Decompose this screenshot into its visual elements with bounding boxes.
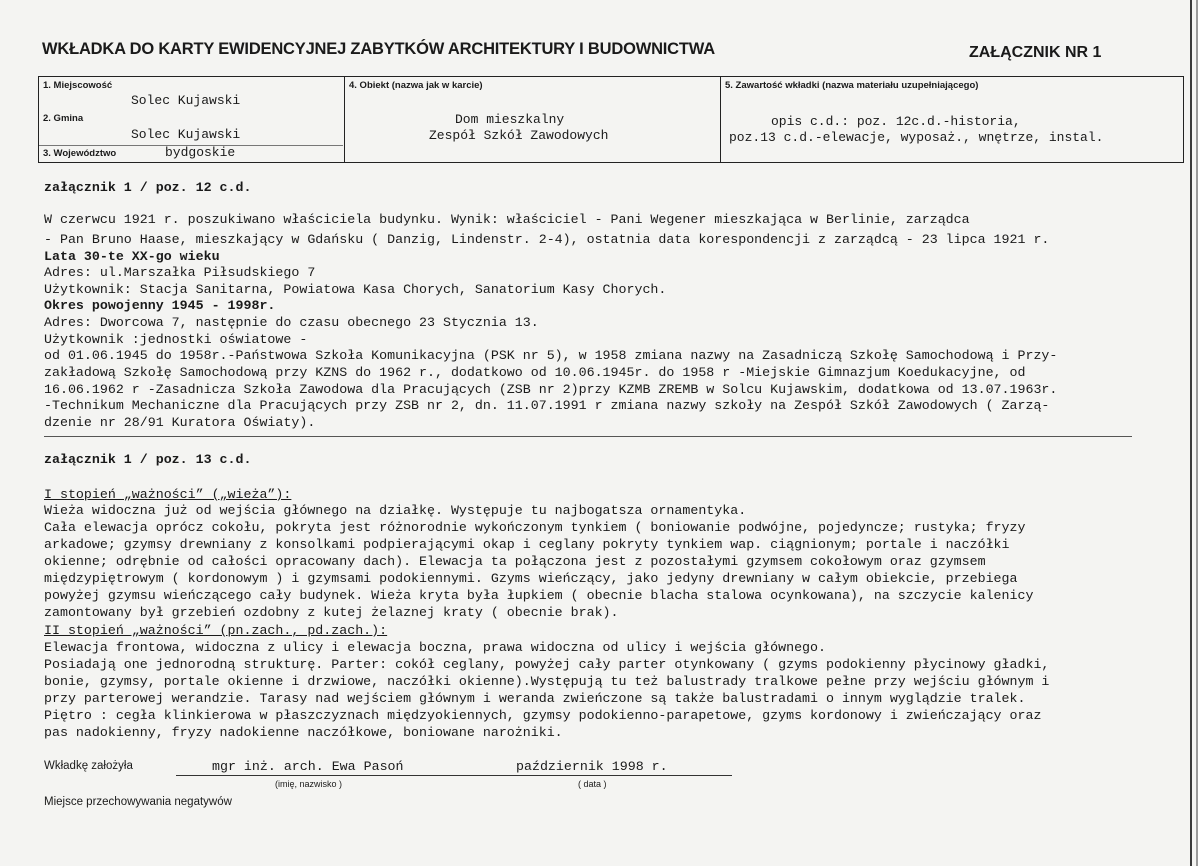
elevation-line: okienne; odrębnie od całości opracowany dach). Elewacja ta połączona jest z pozostałymi gzymsem cokołowym oraz gzymsem (44, 554, 986, 569)
field-locality-value: Solec Kujawski (131, 93, 241, 108)
field-contents-value-1: opis c.d.: poz. 12c.d.-historia, (771, 114, 1021, 129)
history-line: od 01.06.1945 do 1958r.-Państwowa Szkoła Komunikacyjna (PSK nr 5), w 1958 zmiana nazwy na Zasadniczą Szkołę Samochodową i Przy- (44, 348, 1058, 363)
annex-number: ZAŁĄCZNIK NR 1 (969, 44, 1102, 61)
scan-edge (1190, 0, 1192, 866)
elevation-line: pas nadokienny, fryzy nadokienne naczółkowe, boniowane narożniki. (44, 725, 563, 740)
history-line: Adres: Dworcowa 7, następnie do czasu obecnego 23 Stycznia 13. (44, 315, 539, 330)
field-contents-label: 5. Zawartość wkładki (nazwa materiału uzupełniającego) (725, 80, 979, 91)
field-commune-value: Solec Kujawski (131, 127, 241, 142)
elevation-line: bonie, gzymsy, portale okienne i drzwiowe, naczółki okienne).Występują tu też balustrady tralkowe pełne przy wejściu głównym i (44, 674, 1050, 689)
signature-line (176, 775, 732, 776)
field-commune-label: 2. Gmina (43, 113, 84, 124)
elevation-line: przy parterowej werandzie. Tarasy nad wejściem głównym i weranda zwieńczone są także balustradami o innym wyglądzie tralek. (44, 691, 1026, 706)
elevation-line: zamontowany był grzebień ozdobny z kutej żelaznej kraty ( obecnie brak). (44, 605, 619, 620)
history-line: - Pan Bruno Haase, mieszkający w Gdańsku ( Danzig, Lindenstr. 2-4), ostatnia data korespondencji z zarządcą - 23 lipca 1921 r. (44, 232, 1050, 247)
date-caption: ( data ) (578, 779, 607, 789)
contents-column (720, 77, 1184, 162)
elevation-line: arkadowe; gzymsy drewniany z konsolkami podpierającymi okap i ceglany pokryty tynkiem wap. ciągnionym; portale i naczółki (44, 537, 1010, 552)
field-object-label: 4. Obiekt (nazwa jak w karcie) (349, 80, 483, 91)
location-column (39, 77, 343, 162)
section-divider (44, 436, 1132, 437)
field-object-value-2: Zespół Szkół Zawodowych (429, 128, 609, 143)
elevation-line: Wieża widoczna już od wejścia głównego na działkę. Występuje tu najbogatsza ornamentyka. (44, 503, 747, 518)
page-title: WKŁADKA DO KARTY EWIDENCYJNEJ ZABYTKÓW ARCHITEKTURY I BUDOWNICTWA (42, 40, 715, 58)
section-heading-history: załącznik 1 / poz. 12 c.d. (44, 180, 252, 195)
field-locality-label: 1. Miejscowość (43, 80, 113, 91)
history-line: Użytkownik :jednostki oświatowe - (44, 332, 308, 347)
name-caption: (imię, nazwisko ) (275, 779, 343, 789)
author-name: mgr inż. arch. Ewa Pasoń (212, 759, 404, 774)
history-line-heading: Lata 30-te XX-go wieku (44, 249, 220, 264)
elevation-line: Posiadają one jednorodną strukturę. Parter: cokół ceglany, powyżej cały parter otynkowany ( gzyms podokienny płycinowy gładki, (44, 657, 1050, 672)
history-line: Użytkownik: Stacja Sanitarna, Powiatowa Kasa Chorych, Sanatorium Kasy Chorych. (44, 282, 667, 297)
elevation-line: powyżej gzymsu wieńczącego cały budynek. Wieża kryta była łupkiem ( obecnie blacha stalowa ocynkowana), na szczycie kalenicy (44, 588, 1034, 603)
elevation-subheading: II stopień „ważności” (pn.zach., pd.zach.): (44, 623, 388, 638)
field-voivodeship-label: 3. Województwo (43, 148, 117, 159)
elevation-line: Elewacja frontowa, widoczna z ulicy i elewacja boczna, prawa widoczna od ulicy i wejścia głównego. (44, 640, 826, 655)
field-voivodeship-value: bydgoskie (165, 145, 236, 160)
object-column (344, 77, 719, 162)
elevation-line: Cała elewacja oprócz cokołu, pokryta jest różnorodnie wykończonym tynkiem ( boniowanie podwójne, pojedyncze; rustyka; fryzy (44, 520, 1026, 535)
elevation-line: Piętro : cegła klinkierowa w płaszczyznach międzyokiennych, gzymsy podokienno-parapetowe, gzyms kordonowy i zwieńczający oraz (44, 708, 1042, 723)
field-contents-value-2: poz.13 c.d.-elewacje, wyposaż., wnętrze, instal. (729, 130, 1104, 145)
history-line: W czerwcu 1921 r. poszukiwano właściciela budynku. Wynik: właściciel - Pani Wegener mieszkająca w Berlinie, zarządca (44, 212, 970, 227)
card-date: październik 1998 r. (516, 759, 668, 774)
history-line-heading: Okres powojenny 1945 - 1998r. (44, 298, 276, 313)
field-object-value-1: Dom mieszkalny (455, 112, 565, 127)
history-line: Adres: ul.Marszałka Piłsudskiego 7 (44, 265, 316, 280)
history-line: -Technikum Mechaniczne dla Pracujących przy ZSB nr 2, dn. 11.07.1991 r zmiana nazwy szkoły na Zespół Szkół Zawodowych ( Zarzą- (44, 398, 1050, 413)
elevation-subheading: I stopień „ważności” („wieża”): (44, 487, 292, 502)
elevation-line: międzypiętrowym ( kordonowym ) i gzymsami podokiennymi. Gzyms wieńczący, jako jedyny drewniany w całym obiekcie, przebiega (44, 571, 1018, 586)
section-heading-elevations: załącznik 1 / poz. 13 c.d. (44, 452, 252, 467)
history-line: zakładową Szkołę Samochodową przy KZNS do 1962 r., dodatkowo od 10.06.1945r. do 1958 r -Miejskie Gimnazjum Koedukacyjne, od (44, 365, 1026, 380)
history-line: 16.06.1962 r -Zasadnicza Szkoła Zawodowa dla Pracujących (ZSB nr 2)przy KZMB ZREMB w Solcu Kujawskim, dodatkowa od 13.07.1963r. (44, 382, 1058, 397)
author-label: Wkładkę założyła (44, 760, 133, 772)
history-line: dzenie nr 28/91 Kuratora Oświaty). (44, 415, 316, 430)
form-header-table (38, 76, 1184, 163)
negatives-storage-label: Miejsce przechowywania negatywów (44, 796, 232, 808)
